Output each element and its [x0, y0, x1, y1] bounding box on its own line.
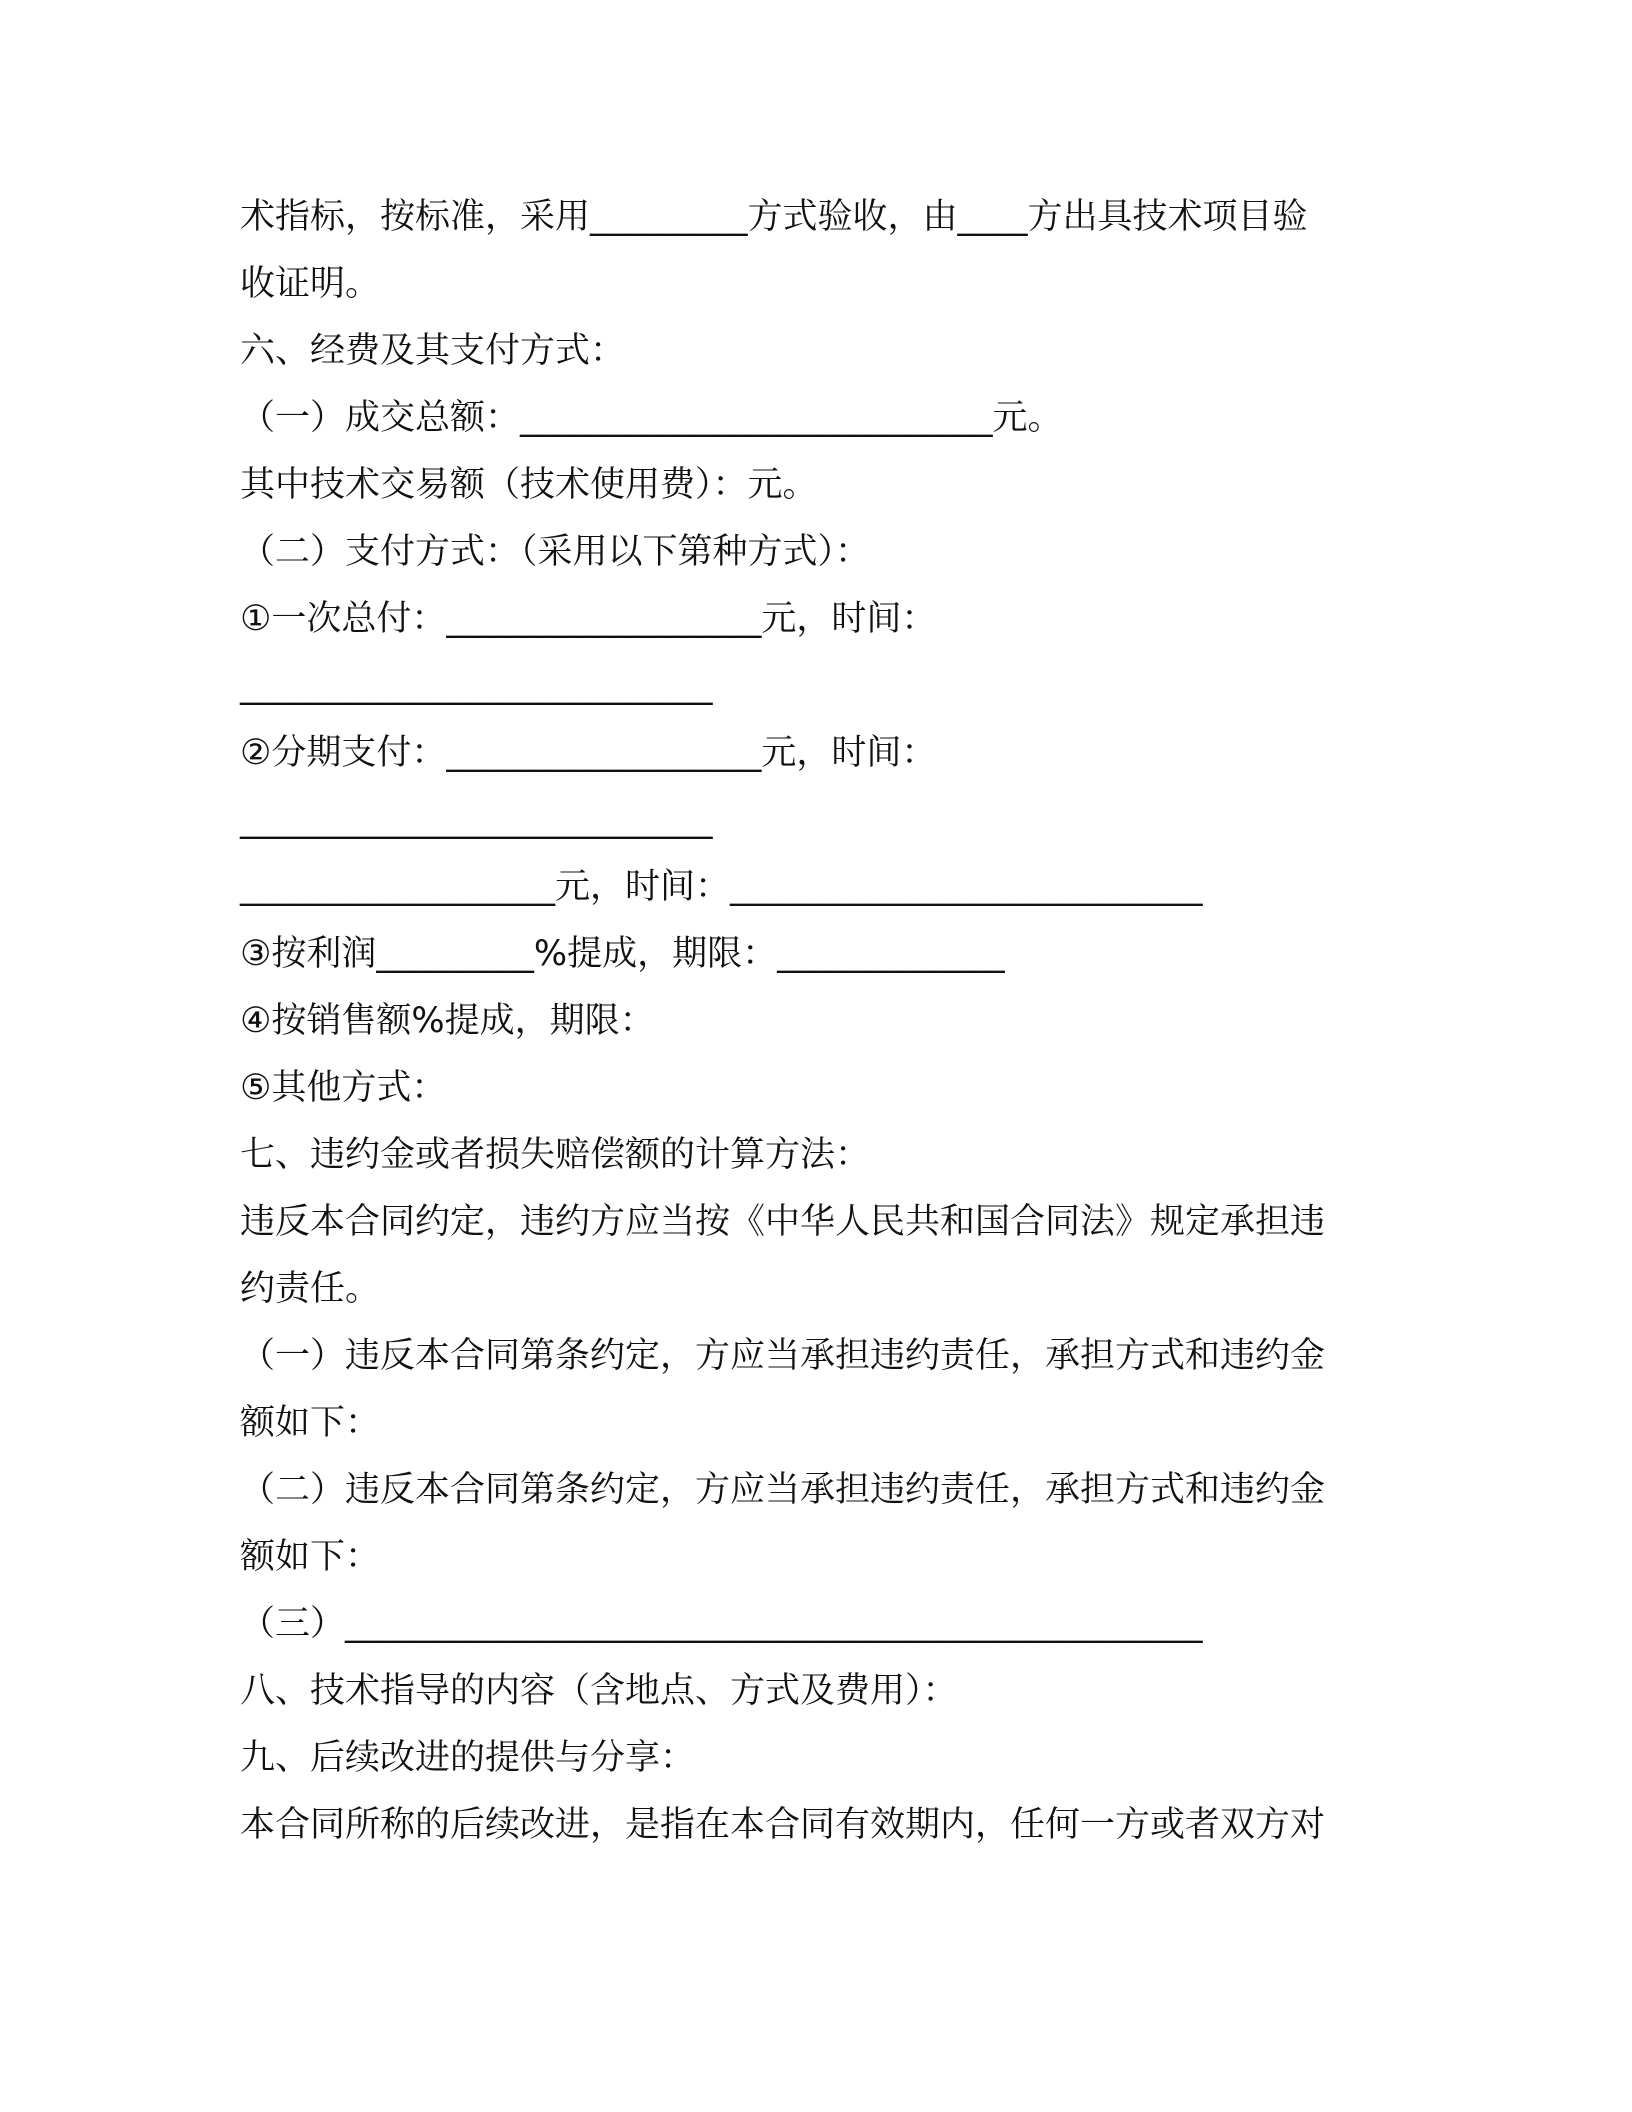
text-line: （二）违反本合同第条约定，方应当承担违约责任，承担方式和违约金 — [240, 1470, 1326, 1510]
text-line: ②分期支付：__________________元，时间： — [240, 733, 937, 773]
text-line: 收证明。 — [240, 264, 381, 304]
section-heading: 六、经费及其支付方式： — [240, 331, 626, 371]
text-line: ⑤其他方式： — [240, 1068, 447, 1108]
text-line: （二）支付方式：（采用以下第种方式）： — [240, 532, 871, 572]
text-line: 额如下： — [240, 1403, 381, 1443]
text-line: 额如下： — [240, 1537, 381, 1577]
text-line: （一）违反本合同第条约定，方应当承担违约责任，承担方式和违约金 — [240, 1336, 1326, 1376]
section-heading: 八、技术指导的内容（含地点、方式及费用）： — [240, 1671, 958, 1711]
text-line: ③按利润_________%提成，期限：_____________ — [240, 934, 1005, 974]
text-line: （一）成交总额：___________________________元。 — [240, 398, 1063, 438]
text-line: 术指标，按标准，采用_________方式验收，由____方出具技术项目验 — [240, 197, 1308, 237]
text-line: __________________元，时间：___________________________ — [240, 867, 1203, 907]
section-heading: 七、违约金或者损失赔偿额的计算方法： — [240, 1135, 871, 1175]
text-line: （三）_________________________________________________ — [240, 1604, 1203, 1644]
text-line: ④按销售额%提成，期限： — [240, 1001, 655, 1041]
text-line: 违反本合同约定，违约方应当按《中华人民共和国合同法》规定承担违 — [240, 1202, 1326, 1242]
blank-line: ___________________________ — [240, 666, 713, 706]
text-line: 本合同所称的后续改进，是指在本合同有效期内，任何一方或者双方对 — [240, 1805, 1326, 1845]
blank-line: ___________________________ — [240, 800, 713, 840]
document-body — [240, 184, 1400, 1859]
text-line: ①一次总付：__________________元，时间： — [240, 599, 937, 639]
text-line: 其中技术交易额（技术使用费）：元。 — [240, 465, 818, 505]
section-heading: 九、后续改进的提供与分享： — [240, 1738, 696, 1778]
text-line: 约责任。 — [240, 1269, 381, 1309]
